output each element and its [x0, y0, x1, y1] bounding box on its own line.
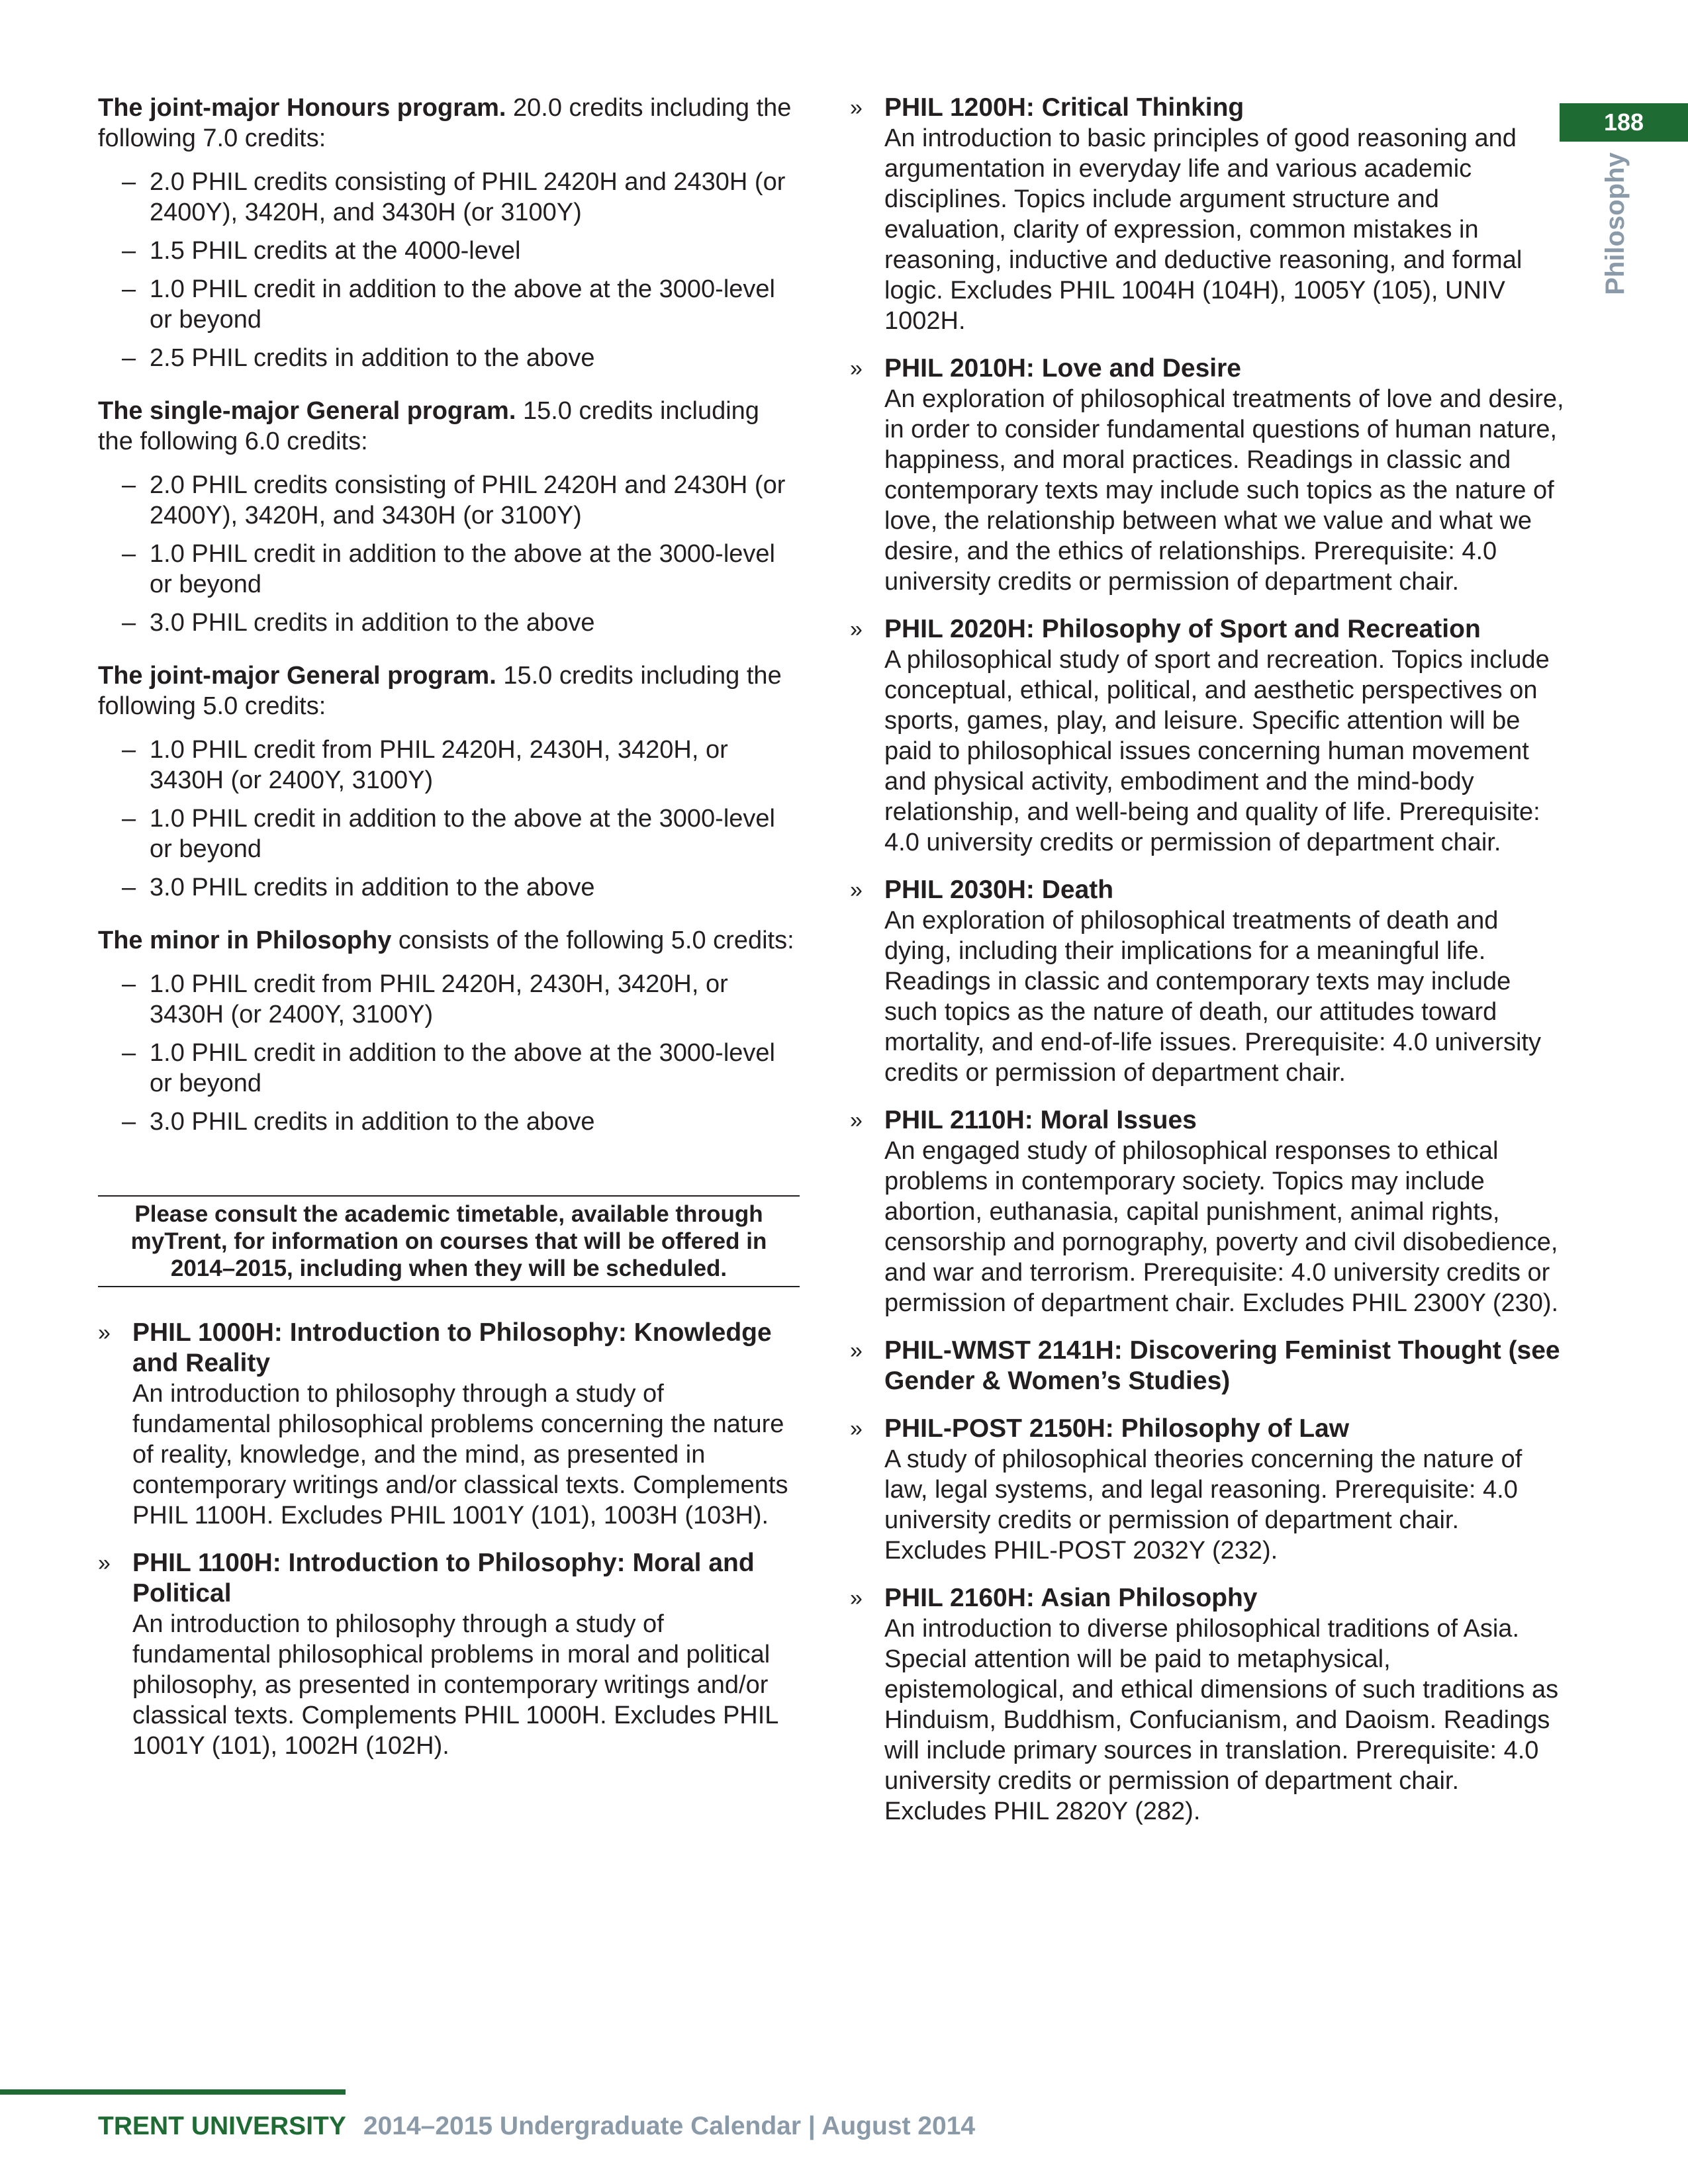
bullet-marker: » [850, 95, 863, 120]
requirement-item: – 1.0 PHIL credit in addition to the above at the 3000-level or beyond [98, 1038, 800, 1099]
requirement-item: – 1.0 PHIL credit in addition to the above at the 3000-level or beyond [98, 539, 800, 600]
requirement-item: – 3.0 PHIL credits in addition to the above [98, 1107, 800, 1137]
course-entry [850, 875, 1565, 1088]
requirement-item: – 1.0 PHIL credit in addition to the above at the 3000-level or beyond [98, 274, 800, 335]
course-title: PHIL 2160H: Asian Philosophy [884, 1584, 1258, 1612]
course-title: PHIL 2020H: Philosophy of Sport and Recreation [884, 615, 1481, 643]
footer-calendar: 2014–2015 Undergraduate Calendar | August 2014 [363, 2112, 976, 2140]
course-description: An engaged study of philosophical responses to ethical problems in contemporary society. Topics may include abortion, euthanasia, capital punishment, animal rights, censorship and pornography, poverty and civil disobedience, and war and terrorism. Prerequisite: 4.0 university credits or permission of department chair. Excludes PHIL 2300Y (230). [884, 1137, 1559, 1317]
course-entry [850, 93, 1565, 336]
course-entry [850, 1583, 1565, 1827]
program-text: 15.0 credits including the following 5.0 credits: [98, 662, 782, 720]
program-requirements-list [98, 969, 800, 1137]
requirement-item: – 2.0 PHIL credits consisting of PHIL 2420H and 2430H (or 2400Y), 3420H, and 3430H (or 3100Y) [98, 470, 800, 531]
program-text: consists of the following 5.0 credits: [391, 927, 794, 954]
course-entry [850, 353, 1565, 597]
course-title: PHIL 1000H: Introduction to Philosophy: Knowledge and Reality [132, 1318, 772, 1377]
bullet-marker: » [98, 1320, 111, 1345]
course-title: PHIL-POST 2150H: Philosophy of Law [884, 1414, 1350, 1443]
course-entry [850, 1105, 1565, 1318]
program-description [98, 925, 800, 956]
requirement-item: – 1.0 PHIL credit from PHIL 2420H, 2430H, 3420H, or 3430H (or 2400Y, 3100Y) [98, 969, 800, 1030]
course-description: An introduction to philosophy through a study of fundamental philosophical problems in moral and political philosophy, as presented in contemporary writings and/or classical texts. Complements PHIL 1000H. Excludes PHIL 1001Y (101), 1002H (102H). [132, 1610, 778, 1760]
course-description: An introduction to philosophy through a study of fundamental philosophical problems concerning the nature of reality, knowledge, and the mind, as presented in contemporary writings and/or classical texts. Complements PHIL 1100H. Excludes PHIL 1001Y (101), 1003H (103H). [132, 1380, 788, 1529]
requirement-item: – 2.5 PHIL credits in addition to the above [98, 343, 800, 373]
course-description: An exploration of philosophical treatments of love and desire, in order to consider fundamental questions of human nature, happiness, and moral practices. Readings in classic and contemporary texts may include such topics as the nature of love, the relationship between what we value and what we desire, and the ethics of relationships. Prerequisite: 4.0 university credits or permission of department chair. [884, 385, 1564, 596]
bullet-marker: » [850, 1108, 863, 1133]
program-text: 15.0 credits including the following 6.0 credits: [98, 397, 759, 455]
left-column [98, 93, 800, 1778]
page-footer [98, 2111, 975, 2142]
program-description [98, 660, 800, 721]
program-title: The joint-major Honours program. [98, 94, 506, 122]
program-requirements-list [98, 167, 800, 373]
course-entry [98, 1318, 800, 1531]
requirement-item: – 3.0 PHIL credits in addition to the above [98, 608, 800, 638]
course-description: A philosophical study of sport and recreation. Topics include conceptual, ethical, political, and aesthetic perspectives on sports, games, play, and leisure. Specific attention will be paid to philosophical issues concerning human movement and physical activity, embodiment and the mind-body relationship, and well-being and quality of life. Prerequisite: 4.0 university credits or permission of department chair. [884, 646, 1550, 856]
program-title: The joint-major General program. [98, 662, 496, 690]
requirement-item: – 1.5 PHIL credits at the 4000-level [98, 236, 800, 266]
bullet-marker: » [850, 1338, 863, 1363]
course-entry [850, 1414, 1565, 1566]
course-title: PHIL 2030H: Death [884, 876, 1114, 904]
program-description [98, 93, 800, 154]
bullet-marker: » [850, 617, 863, 642]
program-title: The single-major General program. [98, 397, 516, 425]
right-column [850, 93, 1565, 1844]
requirement-item: – 1.0 PHIL credit from PHIL 2420H, 2430H, 3420H, or 3430H (or 2400Y, 3100Y) [98, 735, 800, 796]
course-description: An introduction to basic principles of good reasoning and argumentation in everyday life and various academic disciplines. Topics include argument structure and evaluation, clarity of expression, common mistakes in reasoning, inductive and deductive reasoning, and formal logic. Excludes PHIL 1004H (104H), 1005Y (105), UNIV 1002H. [884, 124, 1523, 335]
program-requirements-list [98, 735, 800, 903]
bullet-marker: » [850, 1416, 863, 1441]
program-text: 20.0 credits including the following 7.0 credits: [98, 94, 792, 152]
timetable-notice: Please consult the academic timetable, available through myTrent, for information on courses that will be offered in 2014–2015, including when they will be scheduled. [98, 1195, 800, 1287]
program-title: The minor in Philosophy [98, 927, 392, 954]
course-title: PHIL 1200H: Critical Thinking [884, 93, 1244, 122]
course-title: PHIL-WMST 2141H: Discovering Feminist Thought (see Gender & Women’s Studies) [884, 1336, 1560, 1395]
bullet-marker: » [98, 1551, 111, 1576]
footer-university: TRENT UNIVERSITY [98, 2112, 346, 2140]
course-title: PHIL 1100H: Introduction to Philosophy: Moral and Political [132, 1549, 755, 1608]
course-entry [850, 614, 1565, 858]
requirement-item: – 3.0 PHIL credits in addition to the above [98, 872, 800, 903]
course-title: PHIL 2110H: Moral Issues [884, 1106, 1197, 1134]
bullet-marker: » [850, 878, 863, 903]
course-entry [98, 1548, 800, 1761]
requirement-item: – 2.0 PHIL credits consisting of PHIL 2420H and 2430H (or 2400Y), 3420H, and 3430H (or 3100Y) [98, 167, 800, 228]
course-entry [850, 1336, 1565, 1396]
page-number-tab: 188 [1560, 103, 1688, 142]
program-description [98, 396, 800, 457]
requirement-item: – 1.0 PHIL credit in addition to the above at the 3000-level or beyond [98, 803, 800, 864]
course-title: PHIL 2010H: Love and Desire [884, 354, 1241, 383]
bullet-marker: » [850, 356, 863, 381]
course-description: A study of philosophical theories concerning the nature of law, legal systems, and legal reasoning. Prerequisite: 4.0 university credits or permission of department chair. Excludes PHIL-POST 2032Y (232). [884, 1445, 1523, 1565]
course-description: An exploration of philosophical treatments of death and dying, including their implications for a meaningful life. Readings in classic and contemporary texts may include such topics as the nature of death, our attitudes toward mortality, and end-of-life issues. Prerequisite: 4.0 university credits or permission of department chair. [884, 907, 1541, 1087]
program-requirements-list [98, 470, 800, 638]
section-label-text: Philosophy [1601, 152, 1630, 295]
footer-rule [0, 2089, 346, 2095]
bullet-marker: » [850, 1586, 863, 1611]
course-description: An introduction to diverse philosophical traditions of Asia. Special attention will be paid to metaphysical, epistemological, and ethical dimensions of such traditions as Hinduism, Buddhism, Confucianism, and Daoism. Readings will include primary sources in translation. Prerequisite: 4.0 university credits or permission of department chair. Excludes PHIL 2820Y (282). [884, 1615, 1559, 1825]
